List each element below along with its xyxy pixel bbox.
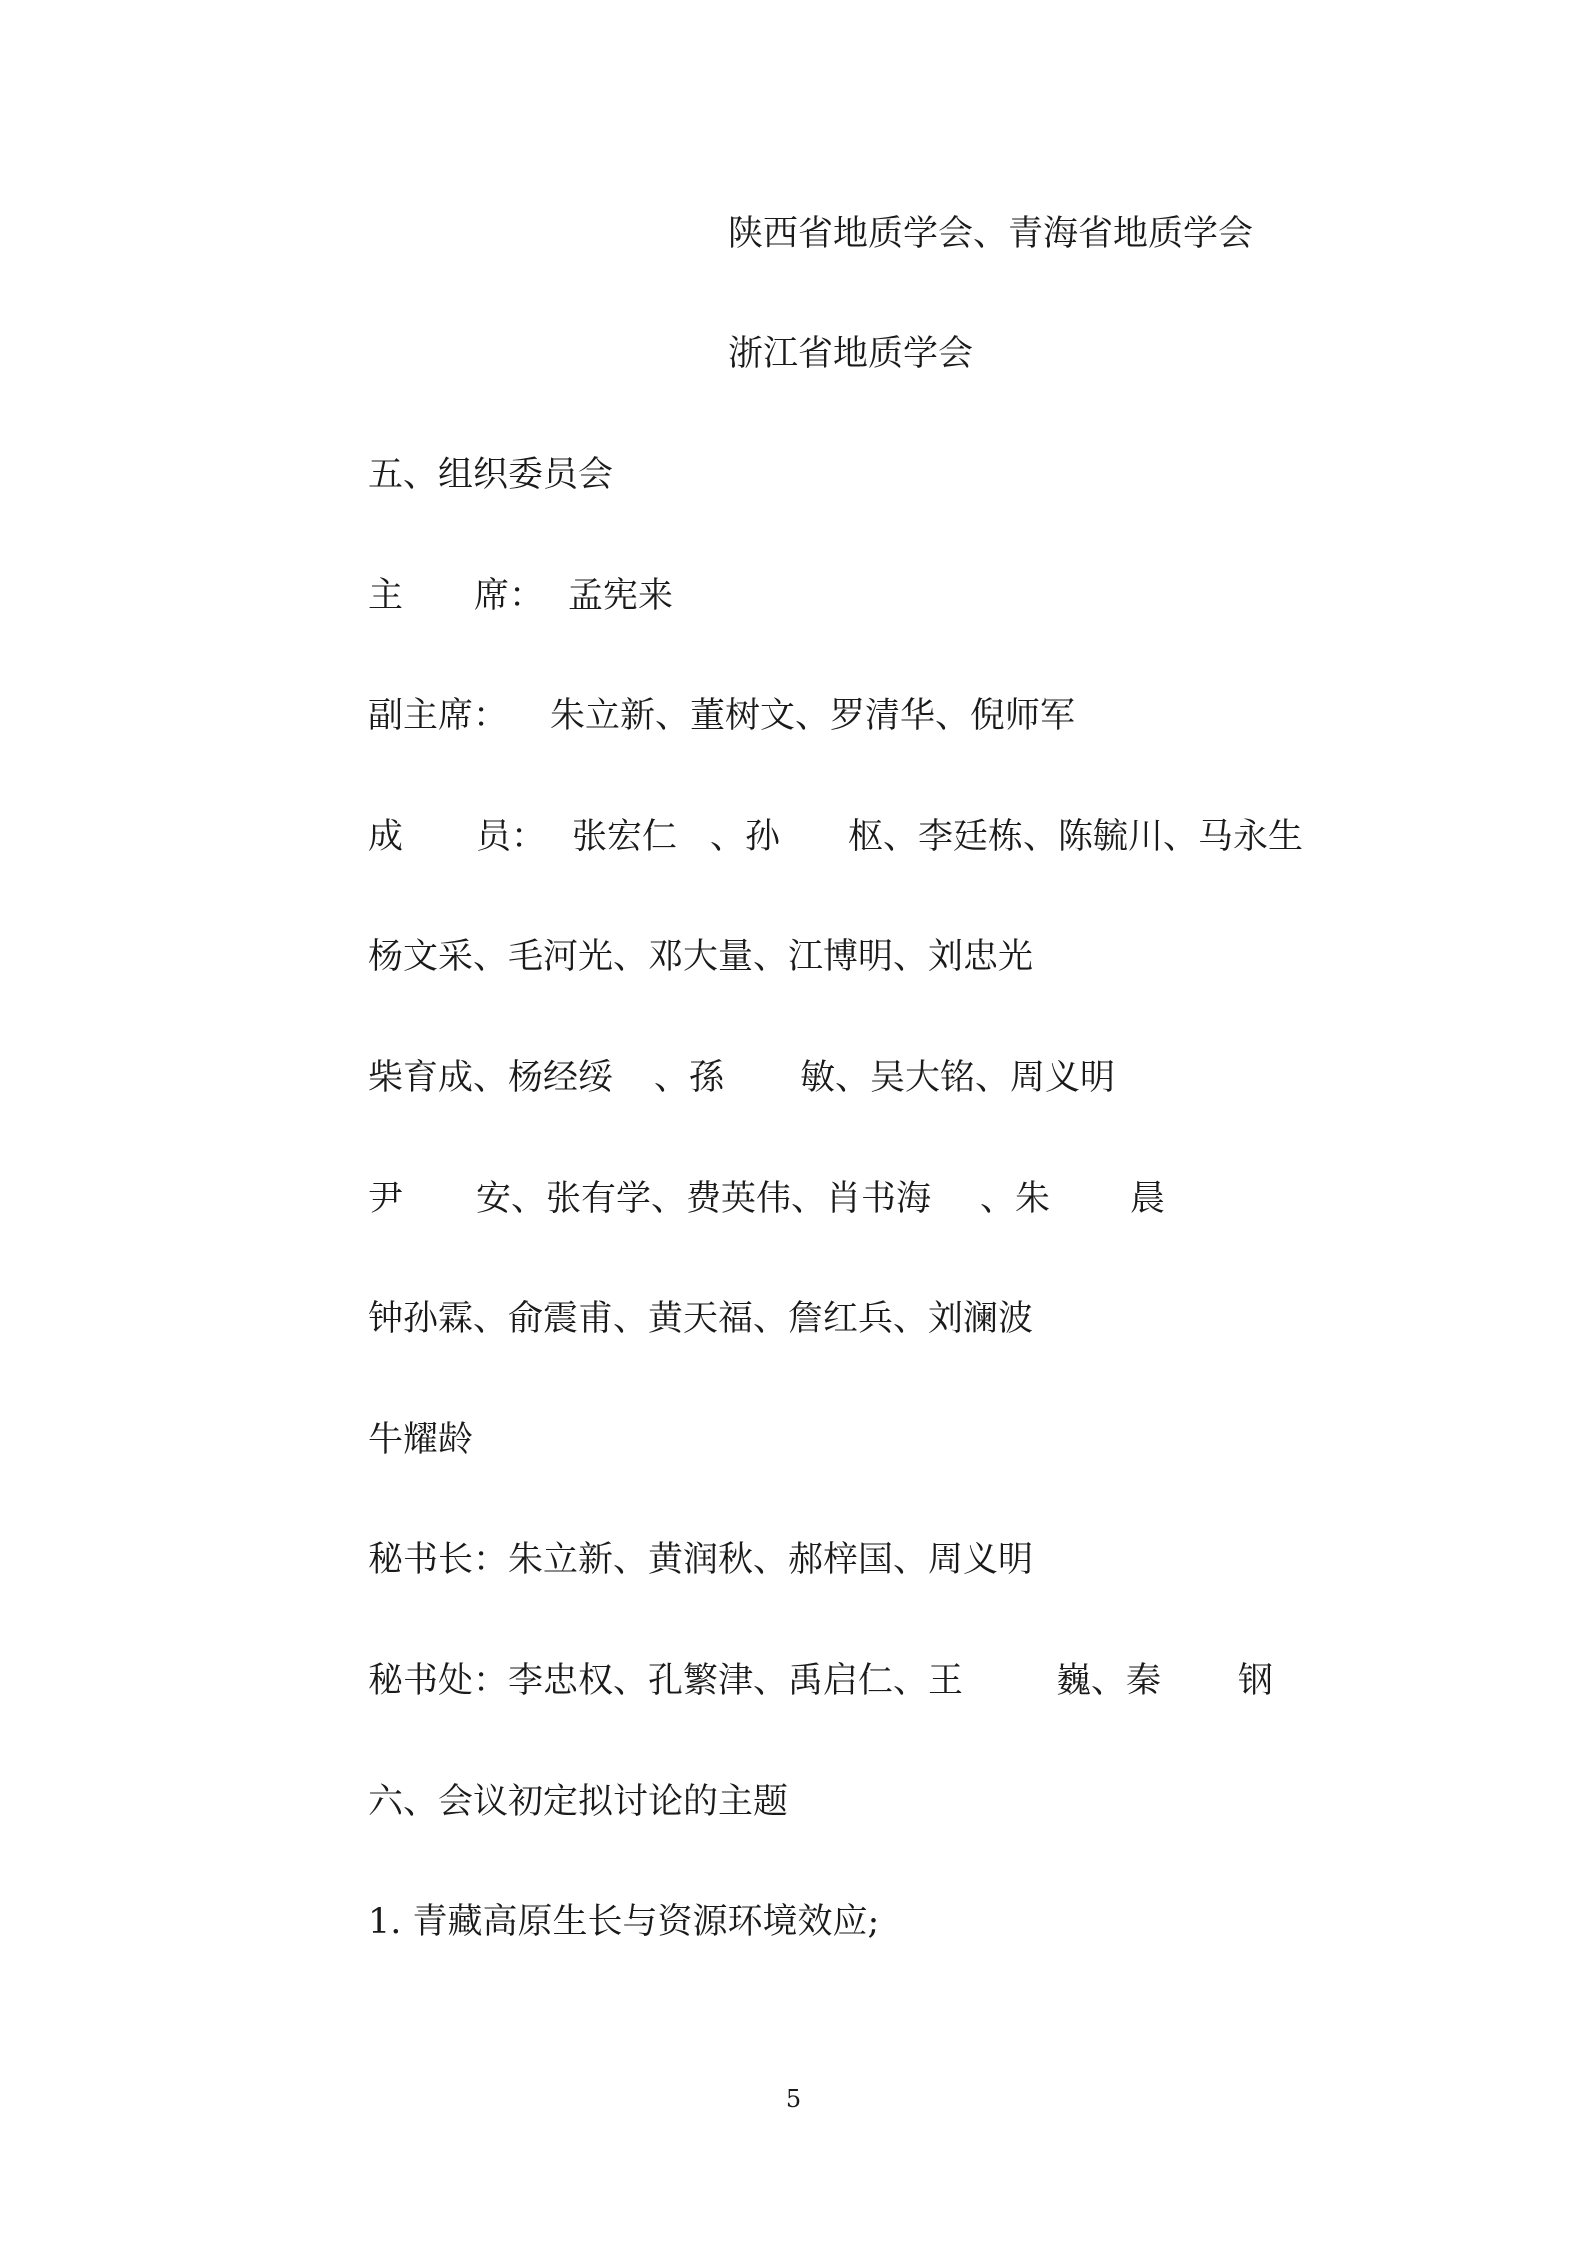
members3-seg-4: 晨 [1130,1179,1166,1219]
secretariat-seg-3: 钢 [1238,1661,1274,1701]
vice-chair-label: 副主席： [368,696,509,736]
organizer-line-1: 陕西省地质学会、青海省地质学会 [728,214,1254,254]
members-seg-3: 枢、李廷栋、陈毓川、马永生 [848,817,1304,857]
members3-seg-2: 安、张有学、费英伟、肖书海 [476,1179,932,1219]
secretariat-seg-1: 秘书处：李忠权、孔繁津、禹启仁、王 [368,1661,964,1701]
members-line-6: 牛耀龄 [368,1420,474,1460]
chair-label-b: 席： [474,576,545,616]
chair-label-a: 主 [368,576,404,616]
vice-chair-line [368,694,1188,738]
members-label-a: 成 [368,817,404,857]
members-label-b: 员： [476,817,547,857]
members-line-2: 杨文采、毛河光、邓大量、江博明、刘忠光 [368,937,1034,977]
page-number: 5 [785,2085,802,2113]
chair-name: 孟宪来 [568,576,674,616]
secretariat-seg-2: 巍、秦 [1056,1661,1162,1701]
vice-chair-names: 朱立新、董树文、罗清华、倪师军 [550,696,1076,736]
members-seg-2: 、孙 [710,817,781,857]
members-line-3 [368,1056,1188,1100]
members-seg-1: 张宏仁 [572,817,678,857]
organizer-line-2: 浙江省地质学会 [728,334,974,374]
members3-seg-3: 、朱 [980,1179,1051,1219]
members2-seg-2: 、孫 [654,1058,725,1098]
members-line-1 [368,815,1304,859]
members2-seg-1: 柴育成、杨经绥 [368,1058,614,1098]
members3-seg-1: 尹 [368,1179,404,1219]
section-heading-organizing-committee: 五、组织委员会 [368,455,614,495]
members2-seg-3: 敏、吴大铭、周义明 [800,1058,1116,1098]
chair-line [368,574,768,618]
members-line-4 [368,1177,1188,1221]
members-line-5: 钟孙霖、俞震甫、黄天福、詹红兵、刘澜波 [368,1299,1034,1339]
section-heading-topics: 六、会议初定拟讨论的主题 [368,1782,789,1822]
topic-item-1: 1. 青藏高原生长与资源环境效应; [368,1902,880,1942]
secretariat-line [368,1659,1288,1703]
secretary-general-line: 秘书长：朱立新、黄润秋、郝梓国、周义明 [368,1540,1034,1580]
